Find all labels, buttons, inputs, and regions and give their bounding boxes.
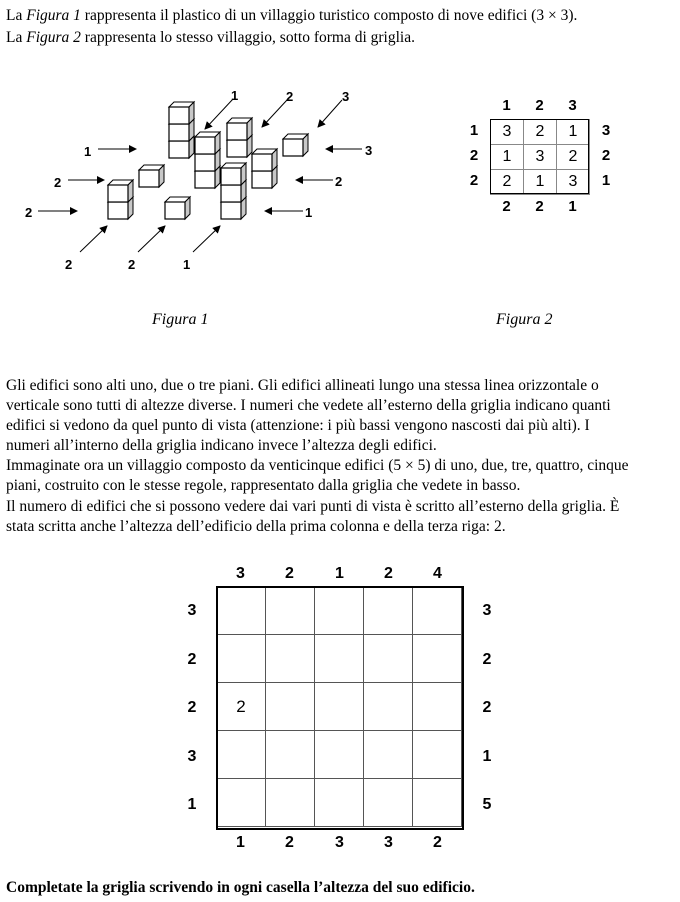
view-label-right-1: 3 [365,143,373,158]
text-line: verticale sono tutti di altezze diverse. I numeri che vedete all’esterno della griglia indicano quanti [6,397,611,414]
bottom-clue: 1 [568,198,577,215]
grid-cell[interactable] [266,587,315,635]
grid-cell[interactable] [364,731,413,779]
puzzle-table [216,586,462,827]
left-clue: 2 [469,147,479,164]
grid-cell[interactable] [413,731,462,779]
right-clue: 5 [482,796,492,813]
grid-cell: 3 [524,145,557,170]
text-line: stata scritta anche l’altezza dell’edificio della prima colonna e della terza riga: 2. [6,518,506,535]
grid-cell[interactable] [315,779,364,827]
intro-line-2 [6,28,678,48]
figure-2-table [490,119,590,195]
grid-cell[interactable] [315,731,364,779]
view-label-left-2: 2 [54,175,62,190]
grid-row [217,683,462,731]
figure-2-grid [462,92,622,222]
paragraph-rules [6,376,678,456]
view-label-top-3: 3 [342,89,350,104]
view-label-left-3: 2 [25,205,33,220]
grid-row [217,779,462,827]
paragraph-given-values [6,497,678,537]
instruction: Completate la griglia scrivendo in ogni casella l’altezza del suo edificio. [6,879,475,896]
left-clue: 1 [469,122,479,139]
left-clue: 2 [469,172,479,189]
figure-ref: Figura 1 [26,7,81,24]
view-label-top-1: 1 [231,88,239,103]
view-label-bottom-3: 1 [183,257,191,272]
right-clue: 2 [601,147,611,164]
top-clue: 4 [433,565,442,582]
left-clue: 3 [187,602,197,619]
grid-cell[interactable] [413,683,462,731]
grid-row [217,731,462,779]
bottom-clue: 3 [335,834,344,851]
grid-cell[interactable] [364,779,413,827]
grid-row [217,635,462,683]
top-clue: 2 [384,565,393,582]
top-clue: 1 [335,565,344,582]
grid-cell: 2 [491,170,524,195]
view-label-right-3: 1 [305,205,313,220]
right-clue: 3 [601,122,611,139]
text-line: Gli edifici sono alti uno, due o tre piani. Gli edifici allineati lungo una stessa linea orizzontale o [6,377,599,394]
right-clue: 2 [482,699,492,716]
grid-cell: 1 [557,120,590,145]
grid-row [491,145,590,170]
text-line: numeri all’interno della griglia indicano invece l’altezza degli edifici. [6,437,437,454]
grid-cell: 1 [524,170,557,195]
text-line: Immaginate ora un villaggio composto da venticinque edifici (5 × 5) di uno, due, tre, quattro, cinque [6,457,629,474]
grid-cell[interactable] [217,731,266,779]
grid-cell[interactable] [266,635,315,683]
view-label-bottom-2: 2 [128,257,136,272]
grid-row [491,120,590,145]
bottom-clue: 2 [502,198,511,215]
text-line: Il numero di edifici che si possono vedere dai vari punti di vista è scritto all’esterno della griglia. È [6,498,620,515]
grid-cell: 2 [524,120,557,145]
intro-text: La [6,7,27,24]
grid-cell: 3 [491,120,524,145]
text-line: edifici si vedono da quel punto di vista (attenzione: i più bassi vengono nascosti dai più alti). I [6,417,590,434]
left-clue: 3 [187,748,197,765]
grid-cell[interactable] [364,683,413,731]
text-line: piani, costruito con le stesse regole, rappresentato dalla griglia che vedete in basso. [6,477,521,494]
top-clue: 3 [236,565,245,582]
intro-text: rappresenta il plastico di un villaggio turistico composto di nove edifici (3 × 3). [80,7,578,24]
grid-cell[interactable] [266,683,315,731]
figure-2-caption: Figura 2 [496,311,553,328]
grid-cell[interactable] [315,635,364,683]
grid-cell[interactable] [217,779,266,827]
grid-cell[interactable] [217,635,266,683]
grid-cell[interactable] [413,587,462,635]
paragraph-5x5-village [6,456,678,496]
intro-text: La [6,29,27,46]
grid-cell[interactable] [217,587,266,635]
puzzle-grid-5x5 [170,555,510,865]
grid-cell[interactable] [364,635,413,683]
bottom-clue: 2 [535,198,544,215]
grid-cell-given: 2 [217,683,266,731]
bottom-clue: 2 [285,834,294,851]
intro-text: rappresenta lo stesso villaggio, sotto forma di griglia. [80,29,415,46]
bottom-clue: 3 [384,834,393,851]
figure-1-cube-village [0,80,400,290]
grid-cell[interactable] [413,779,462,827]
top-clue: 3 [568,97,577,114]
right-clue: 1 [482,748,492,765]
view-label-bottom-1: 2 [65,257,73,272]
top-clue: 2 [285,565,294,582]
left-clue: 2 [187,699,197,716]
left-clue: 2 [187,651,197,668]
grid-cell[interactable] [364,587,413,635]
intro-line-1 [6,6,678,26]
figure-ref: Figura 2 [26,29,81,46]
grid-row [491,170,590,195]
view-label-left-1: 1 [84,144,92,159]
grid-cell[interactable] [315,683,364,731]
view-label-top-2: 2 [286,89,294,104]
grid-cell[interactable] [315,587,364,635]
grid-cell: 2 [557,145,590,170]
view-label-right-2: 2 [335,174,343,189]
grid-cell[interactable] [413,635,462,683]
right-clue: 1 [601,172,611,189]
top-clue: 2 [535,97,544,114]
grid-cell: 1 [491,145,524,170]
bottom-clue: 1 [236,834,245,851]
grid-cell: 3 [557,170,590,195]
top-clue: 1 [502,97,511,114]
grid-cell[interactable] [266,779,315,827]
right-clue: 2 [482,651,492,668]
figure-1-caption: Figura 1 [152,311,209,328]
grid-cell[interactable] [266,731,315,779]
grid-row [217,587,462,635]
bottom-clue: 2 [433,834,442,851]
right-clue: 3 [482,602,492,619]
left-clue: 1 [187,796,197,813]
